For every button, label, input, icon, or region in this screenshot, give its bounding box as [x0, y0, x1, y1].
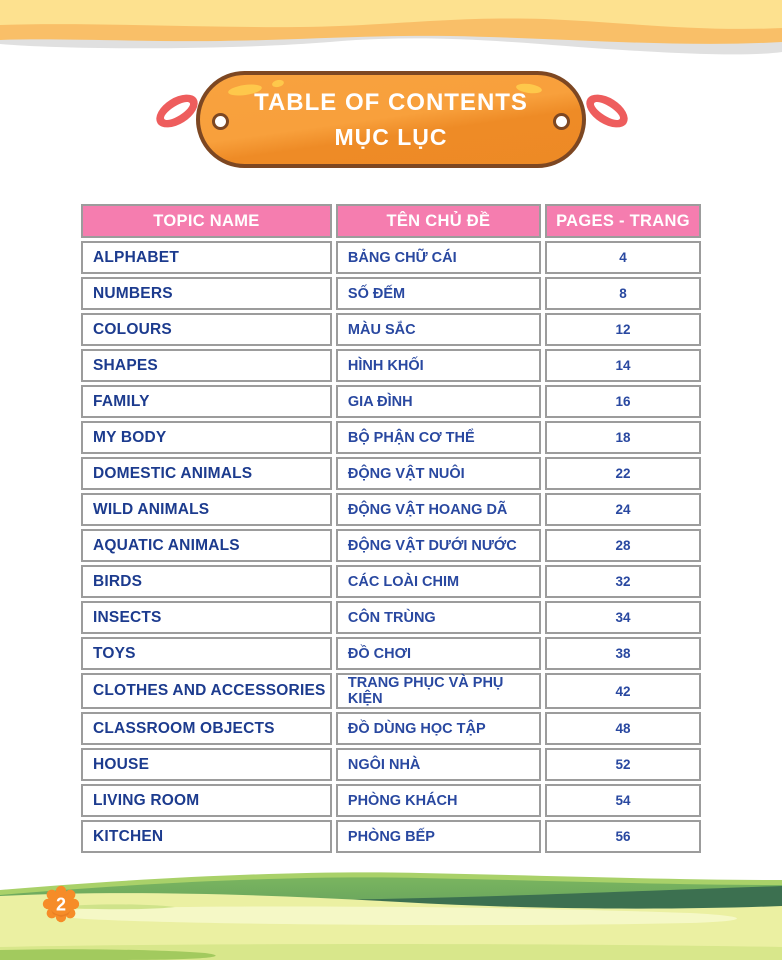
cell-vietnamese-name: CÔN TRÙNG [336, 601, 541, 634]
cell-page-number: 48 [545, 712, 701, 745]
cell-vietnamese-name: ĐỘNG VẬT NUÔI [336, 457, 541, 490]
cell-topic-name: AQUATIC ANIMALS [81, 529, 332, 562]
page-title-vietnamese: MỤC LỤC [334, 123, 448, 150]
table-row [81, 712, 701, 745]
cell-topic-name: ALPHABET [81, 241, 332, 274]
page-number: 2 [55, 894, 67, 915]
cell-page-number: 14 [545, 349, 701, 382]
table-row [81, 349, 701, 382]
title-banner [196, 71, 586, 168]
table-row [81, 748, 701, 781]
cell-vietnamese-name: HÌNH KHỐI [336, 349, 541, 382]
cell-page-number: 54 [545, 784, 701, 817]
cell-page-number: 12 [545, 313, 701, 346]
table-row [81, 313, 701, 346]
cell-vietnamese-name: TRANG PHỤC VÀ PHỤ KIỆN [336, 673, 541, 709]
cell-page-number: 18 [545, 421, 701, 454]
cell-topic-name: KITCHEN [81, 820, 332, 853]
grommet-right-icon [553, 113, 570, 130]
cell-topic-name: HOUSE [81, 748, 332, 781]
cell-topic-name: CLASSROOM OBJECTS [81, 712, 332, 745]
table-row [81, 529, 701, 562]
table-row [81, 241, 701, 274]
cell-topic-name: FAMILY [81, 385, 332, 418]
cell-page-number: 24 [545, 493, 701, 526]
cell-topic-name: INSECTS [81, 601, 332, 634]
cell-vietnamese-name: ĐỘNG VẬT HOANG DÃ [336, 493, 541, 526]
cell-topic-name: WILD ANIMALS [81, 493, 332, 526]
cell-topic-name: TOYS [81, 637, 332, 670]
table-row [81, 277, 701, 310]
cell-page-number: 34 [545, 601, 701, 634]
cell-topic-name: NUMBERS [81, 277, 332, 310]
cell-topic-name: SHAPES [81, 349, 332, 382]
top-wave-decoration [0, 0, 782, 80]
cell-vietnamese-name: PHÒNG BẾP [336, 820, 541, 853]
table-row [81, 457, 701, 490]
cell-topic-name: MY BODY [81, 421, 332, 454]
toc-table [77, 201, 705, 856]
header-ten-chu-de: TÊN CHỦ ĐỀ [336, 204, 541, 238]
page-title: TABLE OF CONTENTS [254, 88, 528, 116]
rope-loop-right-icon [581, 88, 634, 134]
table-row [81, 784, 701, 817]
table-row [81, 820, 701, 853]
table-row [81, 565, 701, 598]
table-row [81, 421, 701, 454]
toc-table-body [81, 241, 701, 853]
cell-vietnamese-name: BỘ PHẬN CƠ THỂ [336, 421, 541, 454]
cell-page-number: 4 [545, 241, 701, 274]
grommet-left-icon [212, 113, 229, 130]
cell-vietnamese-name: ĐỒ DÙNG HỌC TẬP [336, 712, 541, 745]
grass-decoration [0, 860, 782, 960]
table-row [81, 601, 701, 634]
cell-vietnamese-name: CÁC LOÀI CHIM [336, 565, 541, 598]
cell-vietnamese-name: SỐ ĐẾM [336, 277, 541, 310]
cell-vietnamese-name: BẢNG CHỮ CÁI [336, 241, 541, 274]
page-number-badge [41, 884, 81, 924]
table-row [81, 673, 701, 709]
cell-topic-name: COLOURS [81, 313, 332, 346]
cell-page-number: 32 [545, 565, 701, 598]
cell-vietnamese-name: ĐỘNG VẬT DƯỚI NƯỚC [336, 529, 541, 562]
table-row [81, 385, 701, 418]
cell-topic-name: BIRDS [81, 565, 332, 598]
header-topic-name: TOPIC NAME [81, 204, 332, 238]
cell-page-number: 42 [545, 673, 701, 709]
cell-page-number: 16 [545, 385, 701, 418]
cell-vietnamese-name: PHÒNG KHÁCH [336, 784, 541, 817]
cell-vietnamese-name: MÀU SẮC [336, 313, 541, 346]
cell-page-number: 22 [545, 457, 701, 490]
cell-topic-name: LIVING ROOM [81, 784, 332, 817]
cell-page-number: 52 [545, 748, 701, 781]
cell-page-number: 38 [545, 637, 701, 670]
cell-page-number: 8 [545, 277, 701, 310]
cell-page-number: 56 [545, 820, 701, 853]
toc-table-container [77, 201, 705, 856]
table-row [81, 637, 701, 670]
cell-topic-name: DOMESTIC ANIMALS [81, 457, 332, 490]
cell-vietnamese-name: NGÔI NHÀ [336, 748, 541, 781]
header-pages-trang: PAGES - TRANG [545, 204, 701, 238]
table-row [81, 493, 701, 526]
cell-vietnamese-name: ĐỒ CHƠI [336, 637, 541, 670]
table-header-row [81, 204, 701, 238]
cell-vietnamese-name: GIA ĐÌNH [336, 385, 541, 418]
cell-page-number: 28 [545, 529, 701, 562]
rope-loop-left-icon [151, 88, 204, 134]
cell-topic-name: CLOTHES AND ACCESSORIES [81, 673, 332, 709]
